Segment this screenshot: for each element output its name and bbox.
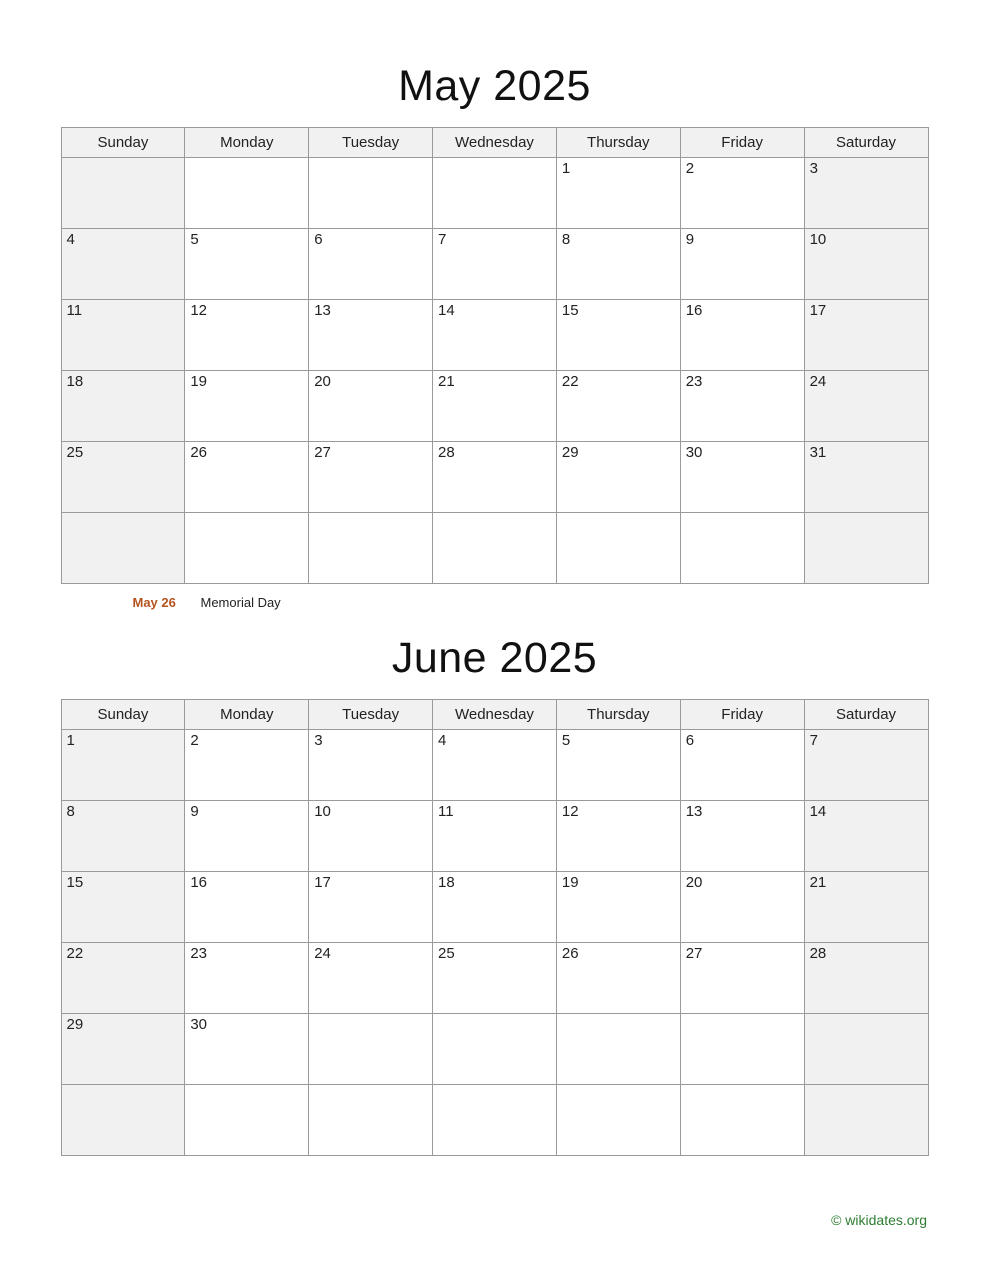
day-number: 31 (809, 444, 827, 461)
holiday-date: May 26 (132, 595, 176, 610)
weekday-header-tuesday: Tuesday (309, 128, 433, 158)
calendar-day-cell[interactable] (309, 513, 433, 584)
day-number: 19 (190, 373, 208, 390)
day-number: 6 (314, 231, 323, 248)
day-number: 16 (685, 302, 703, 319)
month-block-may (61, 0, 929, 584)
day-number: 2 (685, 160, 695, 177)
calendar-day-cell[interactable] (309, 943, 433, 1014)
day-number: 10 (314, 803, 331, 820)
calendar-day-cell[interactable] (680, 229, 804, 300)
day-number: 10 (809, 231, 827, 248)
calendar-day-cell[interactable] (804, 300, 928, 371)
day-number: 30 (685, 444, 703, 461)
calendar-week-row (61, 513, 928, 584)
calendar-table-june (61, 699, 929, 1156)
calendar-day-cell[interactable] (61, 513, 185, 584)
calendar-week-row (61, 371, 928, 442)
day-number: 7 (809, 732, 818, 749)
calendar-day-cell[interactable] (433, 872, 557, 943)
weekday-header-tuesday: Tuesday (309, 700, 433, 730)
calendar-day-cell[interactable] (556, 158, 680, 229)
calendar-week-row (61, 1085, 928, 1156)
calendar-day-cell[interactable] (556, 1085, 680, 1156)
day-number: 3 (314, 732, 323, 749)
day-number: 16 (190, 874, 208, 891)
calendar-day-cell[interactable] (556, 513, 680, 584)
calendar-day-cell[interactable] (61, 158, 185, 229)
calendar-day-cell[interactable] (309, 1085, 433, 1156)
calendar-week-row (61, 442, 928, 513)
calendar-day-cell[interactable] (433, 158, 557, 229)
weekday-header-friday: Friday (680, 128, 804, 158)
calendar-week-row (61, 300, 928, 371)
day-number: 2 (190, 732, 199, 749)
day-number: 25 (438, 945, 455, 962)
calendar-day-cell[interactable] (61, 371, 185, 442)
day-number: 26 (190, 444, 208, 461)
day-number: 23 (190, 945, 208, 962)
day-number: 12 (190, 302, 208, 319)
calendar-day-cell[interactable] (804, 158, 928, 229)
calendar-day-cell[interactable] (556, 872, 680, 943)
day-number: 18 (438, 874, 455, 891)
day-number: 20 (314, 373, 331, 390)
day-number: 8 (561, 231, 571, 248)
calendar-day-cell[interactable] (185, 1085, 309, 1156)
calendar-day-cell[interactable] (680, 1014, 804, 1085)
calendar-day-cell[interactable] (61, 872, 185, 943)
calendar-day-cell[interactable] (185, 158, 309, 229)
calendar-day-cell[interactable] (556, 1014, 680, 1085)
calendar-day-cell[interactable] (185, 872, 309, 943)
day-number: 26 (561, 945, 579, 962)
calendar-week-row (61, 1014, 928, 1085)
calendar-day-cell[interactable] (61, 801, 185, 872)
calendar-day-cell[interactable] (185, 371, 309, 442)
calendar-day-cell[interactable] (185, 300, 309, 371)
calendar-day-cell[interactable] (804, 229, 928, 300)
day-number: 21 (438, 373, 455, 390)
weekday-header-wednesday: Wednesday (433, 700, 557, 730)
calendar-day-cell[interactable] (804, 801, 928, 872)
day-number: 1 (66, 732, 75, 749)
calendar-day-cell[interactable] (680, 872, 804, 943)
day-number: 24 (314, 945, 331, 962)
month-title-wrap (61, 0, 929, 127)
day-number: 24 (809, 373, 827, 390)
calendar-day-cell[interactable] (680, 1085, 804, 1156)
weekday-header-row (61, 700, 928, 730)
holiday-item (133, 594, 929, 612)
calendar-day-cell[interactable] (61, 229, 185, 300)
calendar-day-cell[interactable] (680, 730, 804, 801)
calendar-day-cell[interactable] (309, 300, 433, 371)
calendar-day-cell[interactable] (433, 730, 557, 801)
calendar-day-cell[interactable] (804, 872, 928, 943)
calendar-day-cell[interactable] (433, 229, 557, 300)
calendar-day-cell[interactable] (61, 300, 185, 371)
calendar-day-cell[interactable] (433, 300, 557, 371)
calendar-day-cell[interactable] (556, 300, 680, 371)
calendar-day-cell[interactable] (556, 801, 680, 872)
weekday-header-thursday: Thursday (556, 700, 680, 730)
weekday-header-saturday: Saturday (804, 128, 928, 158)
day-number: 25 (66, 444, 84, 461)
day-number: 29 (561, 444, 579, 461)
calendar-day-cell[interactable] (804, 371, 928, 442)
day-number: 17 (809, 302, 827, 319)
calendar-day-cell[interactable] (185, 513, 309, 584)
calendar-day-cell[interactable] (309, 730, 433, 801)
calendar-day-cell[interactable] (680, 801, 804, 872)
day-number: 1 (561, 160, 571, 177)
calendar-day-cell[interactable] (433, 513, 557, 584)
calendar-day-cell[interactable] (804, 1014, 928, 1085)
day-number: 9 (685, 231, 695, 248)
calendar-day-cell[interactable] (433, 1085, 557, 1156)
calendar-day-cell[interactable] (556, 943, 680, 1014)
day-number: 5 (561, 732, 571, 749)
day-number: 29 (66, 1016, 84, 1033)
weekday-header-row (61, 128, 928, 158)
calendar-day-cell[interactable] (61, 730, 185, 801)
weekday-header-monday: Monday (185, 700, 309, 730)
calendar-table-may (61, 127, 929, 584)
calendar-day-cell[interactable] (309, 229, 433, 300)
month-block-june (61, 612, 929, 1156)
weekday-header-sunday: Sunday (61, 128, 185, 158)
day-number: 8 (66, 803, 75, 820)
calendar-week-row (61, 730, 928, 801)
day-number: 3 (809, 160, 818, 177)
day-number: 14 (438, 302, 455, 319)
day-number: 11 (66, 302, 83, 319)
day-number: 17 (314, 874, 331, 891)
calendar-day-cell[interactable] (680, 371, 804, 442)
calendar-day-cell[interactable] (61, 442, 185, 513)
calendar-day-cell[interactable] (309, 371, 433, 442)
calendar-day-cell[interactable] (185, 1014, 309, 1085)
calendar-day-cell[interactable] (680, 300, 804, 371)
calendar-day-cell[interactable] (556, 730, 680, 801)
weekday-header-wednesday: Wednesday (433, 128, 557, 158)
day-number: 9 (190, 803, 199, 820)
day-number: 13 (314, 302, 331, 319)
weekday-header-friday: Friday (680, 700, 804, 730)
calendar-day-cell[interactable] (433, 1014, 557, 1085)
day-number: 27 (685, 945, 703, 962)
day-number: 18 (66, 373, 84, 390)
calendar-day-cell[interactable] (433, 943, 557, 1014)
day-number: 15 (66, 874, 84, 891)
copyright-symbol: © (831, 1212, 842, 1228)
day-number: 20 (685, 874, 703, 891)
calendar-day-cell[interactable] (804, 442, 928, 513)
weekday-header-saturday: Saturday (804, 700, 928, 730)
day-number: 4 (438, 732, 447, 749)
calendar-day-cell[interactable] (680, 943, 804, 1014)
calendar-day-cell[interactable] (309, 801, 433, 872)
page-title-may: May 2025 (398, 62, 591, 110)
calendar-day-cell[interactable] (680, 442, 804, 513)
day-number: 5 (190, 231, 199, 248)
day-number: 23 (685, 373, 703, 390)
weekday-header-thursday: Thursday (556, 128, 680, 158)
calendar-day-cell[interactable] (185, 943, 309, 1014)
calendar-day-cell[interactable] (185, 730, 309, 801)
calendar-day-cell[interactable] (309, 872, 433, 943)
calendar-week-row (61, 943, 928, 1014)
calendar-day-cell[interactable] (556, 442, 680, 513)
calendar-day-cell[interactable] (680, 513, 804, 584)
calendar-day-cell[interactable] (804, 1085, 928, 1156)
day-number: 13 (685, 803, 703, 820)
calendar-week-row (61, 801, 928, 872)
day-number: 22 (66, 945, 84, 962)
calendar-week-row (61, 872, 928, 943)
holiday-name: Memorial Day (200, 595, 281, 610)
calendar-day-cell[interactable] (433, 442, 557, 513)
calendar-day-cell[interactable] (309, 158, 433, 229)
weekday-header-sunday: Sunday (61, 700, 185, 730)
calendar-day-cell[interactable] (680, 158, 804, 229)
page-title-june: June 2025 (391, 634, 598, 682)
day-number: 22 (561, 373, 579, 390)
calendar-day-cell[interactable] (185, 801, 309, 872)
calendar-day-cell[interactable] (556, 371, 680, 442)
day-number: 28 (809, 945, 827, 962)
calendar-week-row (61, 229, 928, 300)
day-number: 12 (561, 803, 579, 820)
calendar-day-cell[interactable] (309, 442, 433, 513)
calendar-day-cell[interactable] (61, 1085, 185, 1156)
calendar-day-cell[interactable] (804, 513, 928, 584)
day-number: 14 (809, 803, 827, 820)
calendar-day-cell[interactable] (804, 730, 928, 801)
calendar-day-cell[interactable] (185, 442, 309, 513)
day-number: 7 (438, 231, 447, 248)
day-number: 21 (809, 874, 827, 891)
calendar-day-cell[interactable] (61, 1014, 185, 1085)
month-title-wrap (61, 612, 929, 699)
footer-credit (831, 1212, 927, 1228)
day-number: 28 (438, 444, 455, 461)
weekday-header-monday: Monday (185, 128, 309, 158)
calendar-week-row (61, 158, 928, 229)
calendar-day-cell[interactable] (185, 229, 309, 300)
calendar-day-cell[interactable] (433, 371, 557, 442)
day-number: 11 (438, 803, 454, 820)
day-number: 30 (190, 1016, 208, 1033)
calendar-day-cell[interactable] (309, 1014, 433, 1085)
day-number: 19 (561, 874, 579, 891)
day-number: 15 (561, 302, 579, 319)
holiday-list-may (61, 584, 929, 612)
day-number: 6 (685, 732, 695, 749)
day-number: 27 (314, 444, 331, 461)
site-brand[interactable]: wikidates.org (845, 1212, 927, 1228)
calendar-day-cell[interactable] (61, 943, 185, 1014)
calendar-day-cell[interactable] (433, 801, 557, 872)
calendar-day-cell[interactable] (556, 229, 680, 300)
calendar-day-cell[interactable] (804, 943, 928, 1014)
day-number: 4 (66, 231, 75, 248)
